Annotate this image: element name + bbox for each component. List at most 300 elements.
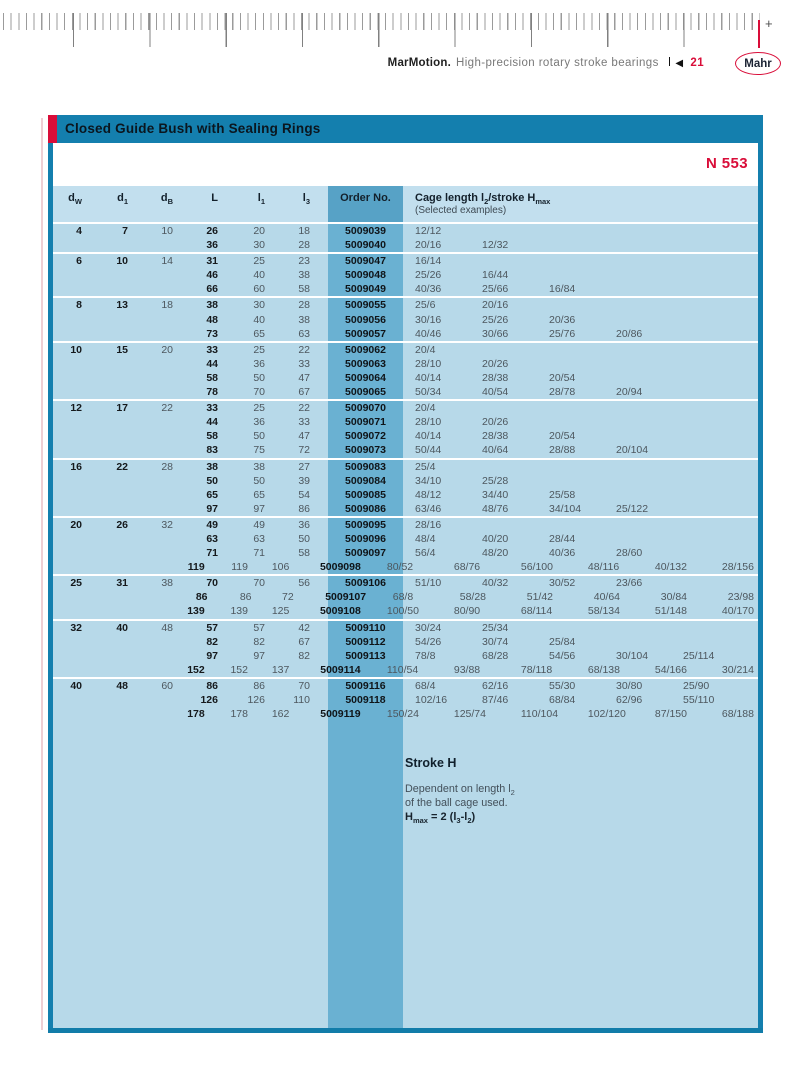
table-row <box>53 679 758 693</box>
table-cell: 15 <box>116 343 128 356</box>
table-cell: 82 <box>253 635 265 648</box>
order-number: 5009112 <box>345 635 386 648</box>
cage-value: 40/36 <box>549 547 576 560</box>
cage-value: 30/104 <box>616 649 649 662</box>
order-number: 5009039 <box>345 225 386 237</box>
table-cell: 66 <box>206 283 218 296</box>
table-cell: 110 <box>293 694 310 706</box>
table-cell: 38 <box>298 313 310 326</box>
table-cell: 71 <box>206 547 218 560</box>
table-cell: 47 <box>298 371 310 384</box>
table-row <box>53 707 758 721</box>
order-number: 5009049 <box>345 283 386 296</box>
order-column-header: Order No. <box>328 186 403 222</box>
cage-values <box>403 429 758 443</box>
cage-value: 16/14 <box>415 255 442 268</box>
table-cell <box>128 649 173 663</box>
cage-value: 30/66 <box>482 327 509 340</box>
cage-column-header <box>403 186 758 222</box>
table-cell: 28 <box>298 239 310 252</box>
panel-title-bar <box>48 115 763 143</box>
table-cell: 23 <box>298 255 310 268</box>
order-number: 5009063 <box>345 357 386 370</box>
table-group <box>53 574 758 618</box>
cage-values <box>403 649 758 663</box>
table-cell: 30 <box>253 299 265 312</box>
cage-value: 34/40 <box>482 488 509 501</box>
order-number: 5009116 <box>345 679 386 692</box>
table-cell <box>82 357 128 371</box>
table-cell <box>82 268 128 282</box>
cage-value: 54/56 <box>549 649 576 662</box>
order-number: 5009071 <box>345 416 386 429</box>
cage-value: 12/12 <box>415 225 442 237</box>
page-header <box>0 57 704 69</box>
cage-value: 56/4 <box>415 547 436 560</box>
table-cell <box>82 282 128 296</box>
table-cell <box>53 590 80 604</box>
cage-value: 20/26 <box>482 416 509 429</box>
table-cell: 67 <box>298 386 310 399</box>
page-number: 21 <box>690 57 704 69</box>
table-cell: 75 <box>253 444 265 457</box>
table-cell: 71 <box>253 547 265 560</box>
column-spacer <box>310 268 328 282</box>
cage-values <box>403 693 758 707</box>
cage-values <box>403 635 758 649</box>
table-cell: 38 <box>161 577 173 590</box>
table-cell: 86 <box>195 591 208 604</box>
cage-value: 51/10 <box>415 577 442 590</box>
table-cell: 48 <box>206 313 218 326</box>
cage-value: 20/26 <box>482 357 509 370</box>
column-spacer <box>310 238 328 252</box>
table-cell <box>53 707 80 721</box>
cage-value: 20/54 <box>549 371 576 384</box>
order-number: 5009056 <box>345 313 386 326</box>
table-cell <box>128 429 173 443</box>
table-cell: 86 <box>239 591 252 604</box>
table-cell: 31 <box>116 577 128 590</box>
cage-value: 55/110 <box>683 694 715 706</box>
cage-values <box>403 268 758 282</box>
mahr-logo <box>735 52 781 75</box>
table-row <box>53 327 758 341</box>
cage-value: 16/84 <box>549 283 576 296</box>
cage-value: 40/32 <box>482 577 509 590</box>
table-cell: 8 <box>76 299 82 312</box>
register-mark: + <box>765 16 773 31</box>
table-cell: 40 <box>70 679 82 692</box>
table-cell <box>128 443 173 457</box>
order-number: 5009083 <box>345 460 386 473</box>
table-cell <box>53 313 82 327</box>
cage-value: 68/114 <box>520 605 553 618</box>
cage-values <box>403 460 758 474</box>
column-spacer <box>310 679 328 693</box>
cage-value: 93/88 <box>453 663 481 676</box>
table-cell <box>82 546 128 560</box>
table-cell: 36 <box>206 239 218 252</box>
column-header: $l_3$ <box>302 192 310 207</box>
table-cell: 125 <box>271 605 290 618</box>
table-cell: 20 <box>70 518 82 531</box>
table-cell: 36 <box>298 518 310 531</box>
table-row <box>53 224 758 238</box>
table-cell: 162 <box>271 708 290 721</box>
column-spacer <box>310 649 328 663</box>
table-row <box>53 238 758 252</box>
cage-value: 58/134 <box>587 605 620 618</box>
table-group <box>53 252 758 296</box>
table-cell: 44 <box>206 416 218 429</box>
table-cell: 39 <box>298 474 310 487</box>
table-cell <box>82 429 128 443</box>
column-spacer <box>310 502 328 516</box>
table-cell <box>122 604 163 618</box>
column-spacer <box>310 385 328 399</box>
table-group <box>53 224 758 252</box>
table-row <box>53 313 758 327</box>
cage-value: 48/4 <box>415 532 436 545</box>
arrow-left-icon: ◀ <box>675 58 684 69</box>
cage-values <box>403 621 758 635</box>
table-cell <box>53 238 82 252</box>
order-number: 5009119 <box>320 708 361 721</box>
column-spacer <box>310 186 328 222</box>
table-cell: 86 <box>253 679 265 692</box>
table-cell: 67 <box>298 635 310 648</box>
panel-border-bottom <box>48 1028 763 1033</box>
table-cell: 32 <box>70 621 82 634</box>
cage-header-subtitle: (Selected examples) <box>415 205 507 216</box>
cage-value: 28/60 <box>616 547 643 560</box>
column-spacer <box>310 415 328 429</box>
table-cell <box>128 635 173 649</box>
table-cell <box>53 693 82 707</box>
table-cell <box>122 663 163 677</box>
table-cell: 33 <box>206 343 218 356</box>
table-cell: 13 <box>116 299 128 312</box>
table-row <box>53 604 758 618</box>
cage-value: 20/16 <box>482 299 509 312</box>
column-spacer <box>310 474 328 488</box>
table-cell <box>53 385 82 399</box>
table-cell: 46 <box>206 269 218 282</box>
table-row <box>53 429 758 443</box>
cage-value: 51/42 <box>526 591 554 604</box>
column-spacer <box>310 401 328 415</box>
cage-value: 56/100 <box>520 561 553 574</box>
table-cell: 86 <box>206 679 218 692</box>
cage-values <box>403 474 758 488</box>
cage-value: 20/54 <box>549 430 576 443</box>
cage-value: 28/78 <box>549 386 576 399</box>
order-number: 5009096 <box>345 532 386 545</box>
order-number: 5009065 <box>345 386 386 399</box>
cage-value: 40/46 <box>415 327 442 340</box>
table-cell: 10 <box>116 255 128 268</box>
table-row <box>53 693 758 707</box>
table-row <box>53 560 758 574</box>
table-row <box>53 546 758 560</box>
cage-values <box>403 282 758 296</box>
order-number: 5009095 <box>345 518 386 531</box>
table-cell <box>53 488 82 502</box>
column-spacer <box>289 604 306 618</box>
table-row <box>53 357 758 371</box>
cage-value: 28/16 <box>415 518 442 531</box>
cage-value: 28/44 <box>549 532 576 545</box>
table-cell: 70 <box>253 577 265 590</box>
cage-values <box>403 679 758 693</box>
cage-value: 25/114 <box>683 649 715 662</box>
cage-values <box>381 590 758 604</box>
table-group <box>53 399 758 457</box>
table-cell: 33 <box>298 416 310 429</box>
cage-value: 28/88 <box>549 444 576 457</box>
column-spacer <box>310 357 328 371</box>
table-cell: 36 <box>253 416 265 429</box>
table-cell <box>128 357 173 371</box>
table-cell <box>128 385 173 399</box>
column-spacer <box>310 429 328 443</box>
product-panel <box>48 115 763 1033</box>
cage-value: 68/84 <box>549 694 576 706</box>
cage-value: 68/188 <box>721 708 754 721</box>
table-cell <box>80 707 122 721</box>
table-cell: 82 <box>298 649 310 662</box>
table-cell: 57 <box>206 621 218 634</box>
note-line-2: of the ball cage used. <box>405 797 508 809</box>
table-cell: 126 <box>200 694 218 706</box>
cage-value: 48/76 <box>482 502 509 515</box>
table-cell: 28 <box>298 299 310 312</box>
column-header: $d_B$ <box>160 192 173 207</box>
cage-value: 68/76 <box>453 561 481 574</box>
table-cell <box>122 560 163 574</box>
table-cell: 86 <box>298 502 310 515</box>
cage-value: 25/66 <box>482 283 509 296</box>
cage-values <box>403 327 758 341</box>
table-cell: 72 <box>281 591 294 604</box>
table-cell <box>128 502 173 516</box>
table-cell: 60 <box>253 283 265 296</box>
reference-band <box>53 143 758 186</box>
table-cell: 32 <box>161 518 173 531</box>
cage-values <box>403 298 758 312</box>
table-row <box>53 518 758 532</box>
table-cell <box>53 429 82 443</box>
table-cell: 50 <box>253 430 265 443</box>
table-row <box>53 385 758 399</box>
cage-value: 25/122 <box>616 502 649 515</box>
table-cell: 40 <box>253 269 265 282</box>
note-title: Stroke H <box>405 756 457 770</box>
cage-value: 68/28 <box>482 649 509 662</box>
table-cell: 22 <box>116 460 128 473</box>
norm-reference: N 553 <box>705 155 748 172</box>
cage-value: 25/28 <box>482 474 509 487</box>
table-cell <box>82 371 128 385</box>
table-cell: 22 <box>298 343 310 356</box>
cage-value: 30/214 <box>721 663 754 676</box>
table-cell: 70 <box>206 577 218 590</box>
table-row <box>53 663 758 677</box>
cage-value: 34/104 <box>549 502 582 515</box>
column-spacer <box>310 488 328 502</box>
cage-values <box>403 532 758 546</box>
table-cell: 126 <box>247 694 265 706</box>
cage-value: 62/96 <box>616 694 643 706</box>
table-cell <box>82 502 128 516</box>
order-number: 5009118 <box>345 694 386 706</box>
column-spacer <box>310 254 328 268</box>
table-cell <box>53 635 82 649</box>
fold-mark <box>41 118 43 1030</box>
cage-value: 100/50 <box>386 605 419 618</box>
cage-value: 125/74 <box>453 708 486 721</box>
order-number: 5009057 <box>345 327 386 340</box>
table-cell: 70 <box>298 679 310 692</box>
table-cell <box>128 415 173 429</box>
cage-value: 55/30 <box>549 679 576 692</box>
table-cell: 31 <box>206 255 218 268</box>
cage-value: 110/104 <box>520 708 559 721</box>
table-group <box>53 341 758 399</box>
order-number: 5009073 <box>345 444 386 457</box>
column-spacer <box>310 298 328 312</box>
table-cell: 50 <box>298 532 310 545</box>
table-cell: 38 <box>206 460 218 473</box>
stroke-note <box>405 756 635 826</box>
table-cell <box>128 546 173 560</box>
order-number: 5009047 <box>345 255 386 268</box>
cage-value: 102/120 <box>587 708 626 721</box>
table-cell: 65 <box>206 488 218 501</box>
cage-value: 25/58 <box>549 488 576 501</box>
table-cell: 137 <box>271 663 290 676</box>
cage-value: 63/46 <box>415 502 442 515</box>
table-cell: 22 <box>161 402 173 415</box>
table-cell: 7 <box>122 225 128 237</box>
order-number: 5009098 <box>319 561 361 574</box>
order-number: 5009108 <box>319 605 361 618</box>
table-cell: 119 <box>187 561 205 574</box>
cage-value: 110/54 <box>386 663 419 676</box>
table-cell <box>80 663 122 677</box>
table-cell: 82 <box>206 635 218 648</box>
table-cell: 54 <box>298 488 310 501</box>
cage-values <box>403 488 758 502</box>
cage-values <box>403 443 758 457</box>
table-cell: 97 <box>253 502 265 515</box>
cage-value: 23/66 <box>616 577 643 590</box>
column-header: L <box>211 192 218 204</box>
table-cell: 78 <box>206 386 218 399</box>
cage-value: 20/86 <box>616 327 643 340</box>
column-spacer <box>289 560 306 574</box>
table-cell <box>53 474 82 488</box>
table-cell <box>128 371 173 385</box>
cage-value: 28/38 <box>482 371 509 384</box>
table-cell <box>82 313 128 327</box>
table-cell <box>82 693 128 707</box>
table-cell <box>82 532 128 546</box>
table-cell: 33 <box>206 402 218 415</box>
table-cell <box>128 327 173 341</box>
cage-value: 20/94 <box>616 386 643 399</box>
cage-value: 28/10 <box>415 357 442 370</box>
table-group <box>53 677 758 721</box>
table-cell: 57 <box>253 621 265 634</box>
column-spacer <box>310 443 328 457</box>
cage-values <box>403 415 758 429</box>
cage-value: 68/4 <box>415 679 436 692</box>
table-cell: 42 <box>298 621 310 634</box>
table-row <box>53 474 758 488</box>
table-cell: 119 <box>231 561 248 574</box>
table-cell: 97 <box>206 502 218 515</box>
table-cell: 83 <box>206 444 218 457</box>
table-cell <box>53 327 82 341</box>
table-cell: 38 <box>298 269 310 282</box>
cage-value: 51/148 <box>654 605 687 618</box>
table-cell <box>128 313 173 327</box>
table-cell <box>128 282 173 296</box>
cage-value: 30/80 <box>616 679 643 692</box>
table-cell: 106 <box>271 561 290 574</box>
table-row <box>53 282 758 296</box>
table-cell: 50 <box>206 474 218 487</box>
table-cell <box>128 693 173 707</box>
table-cell <box>53 357 82 371</box>
column-spacer <box>310 282 328 296</box>
cage-value: 87/150 <box>654 708 687 721</box>
column-spacer <box>294 590 311 604</box>
table-row <box>53 268 758 282</box>
table-row <box>53 635 758 649</box>
column-spacer <box>310 313 328 327</box>
table-cell: 63 <box>253 532 265 545</box>
table-cell: 178 <box>187 708 205 721</box>
table-cell <box>82 385 128 399</box>
table-row <box>53 343 758 357</box>
cage-value: 50/34 <box>415 386 442 399</box>
table-cell: 26 <box>116 518 128 531</box>
order-number: 5009110 <box>345 621 386 634</box>
cage-value: 25/34 <box>482 621 509 634</box>
cage-values <box>403 254 758 268</box>
cage-value: 150/24 <box>386 708 419 721</box>
cage-values <box>403 385 758 399</box>
cage-value: 34/10 <box>415 474 442 487</box>
table-cell: 20 <box>161 343 173 356</box>
order-number: 5009084 <box>345 474 386 487</box>
table-cell: 33 <box>298 357 310 370</box>
order-number: 5009040 <box>345 239 386 252</box>
order-number: 5009107 <box>325 591 367 604</box>
table-cell <box>53 532 82 546</box>
cage-value: 25/90 <box>683 679 710 692</box>
table-row <box>53 443 758 457</box>
table-group <box>53 516 758 574</box>
column-header: $d_1$ <box>117 192 128 207</box>
cage-value: 58/28 <box>459 591 487 604</box>
panel-title: Closed Guide Bush with Sealing Rings <box>65 121 321 136</box>
cage-values <box>403 576 758 590</box>
cage-value: 28/38 <box>482 430 509 443</box>
